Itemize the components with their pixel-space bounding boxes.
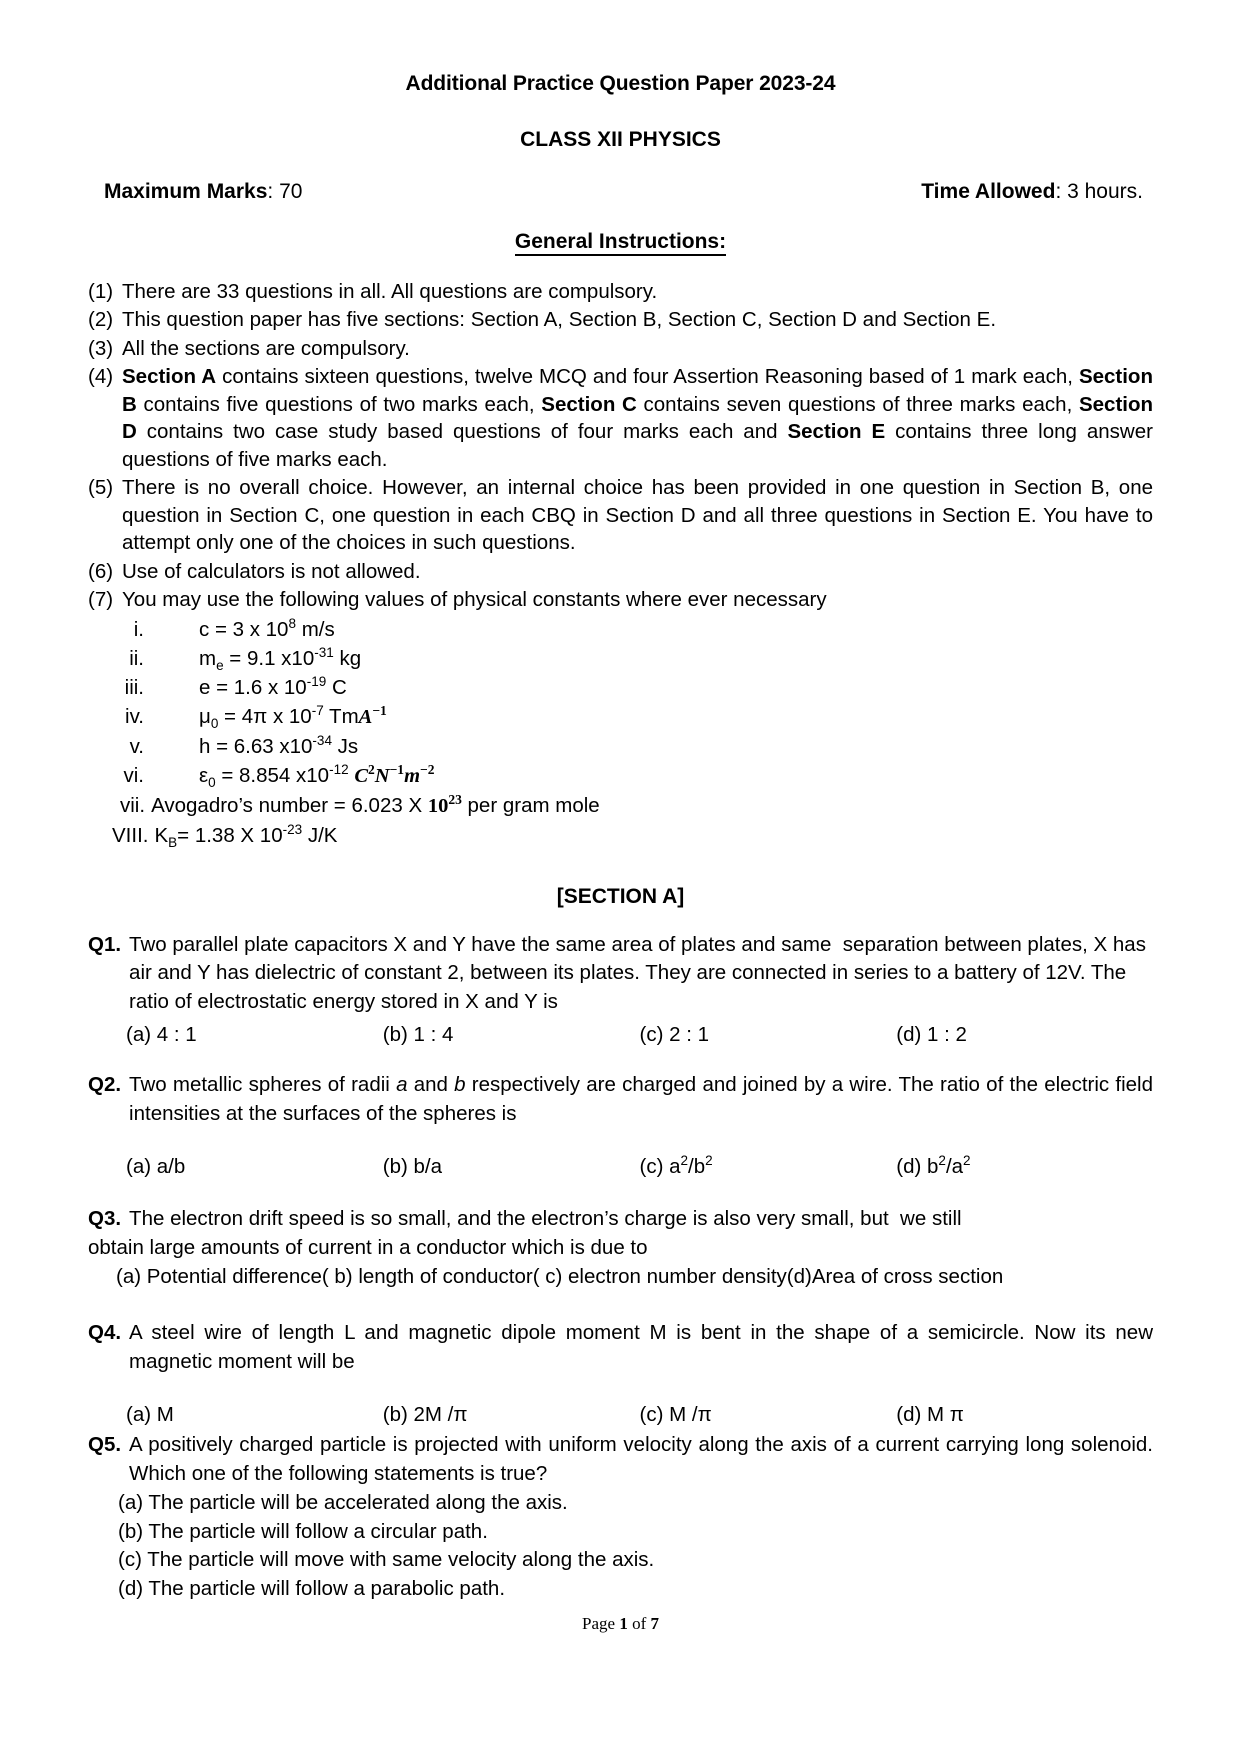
question-block: [88, 1431, 1153, 1603]
option-a[interactable]: (a) 4 : 1: [126, 1022, 197, 1046]
question-text: The electron drift speed is so small, and the electron’s charge is also very small, but we still: [129, 1207, 962, 1231]
constant-number: iv.: [125, 704, 144, 728]
question-block: [88, 1071, 1153, 1181]
question-block: [88, 1205, 1153, 1291]
footer-middle: of: [627, 1613, 651, 1633]
question-options: [88, 1021, 1153, 1050]
constant-value: h = 6.63 $x10^{-34}$ Js: [199, 733, 359, 759]
constant-number: VIII.: [112, 824, 149, 848]
instruction-text: You may use the following values of physical constants where ever necessary: [122, 588, 827, 612]
option-a[interactable]: (a) M: [126, 1402, 174, 1426]
instruction-item: [88, 474, 1153, 556]
constant-item: [88, 761, 1153, 791]
question-option-lines: [88, 1489, 1153, 1604]
option-b[interactable]: (b) The particle will follow a circular path.: [118, 1519, 488, 1543]
question-label: Q4.: [88, 1321, 122, 1345]
option-d[interactable]: (d) $b^2/a^2$: [896, 1152, 971, 1178]
constant-item: [88, 702, 1153, 732]
question-row: [88, 931, 1153, 1017]
constant-item: [88, 615, 1153, 644]
option-c[interactable]: (c) 2 : 1: [639, 1022, 709, 1046]
instruction-item: [88, 586, 1153, 613]
option-d[interactable]: (d) The particle will follow a parabolic path.: [118, 1576, 506, 1600]
footer-prefix: Page: [582, 1613, 620, 1633]
constant-number: vii.: [120, 794, 146, 818]
instruction-item: [88, 363, 1153, 473]
constant-value: c = 3 x $10^8$ m/s: [199, 615, 335, 641]
constant-item: [88, 821, 1153, 850]
page-title: Additional Practice Question Paper 2023-24: [405, 72, 836, 95]
option-b[interactable]: (b) b/a: [382, 1154, 442, 1178]
constant-value: $K_B= 1.38$ X $10^{-23}$ J/K: [154, 822, 338, 851]
question-text: Two metallic spheres of radii a and b respectively are charged and joined by a wire. The ratio of the electric field intensities at the surfaces of the spheres is: [129, 1073, 1153, 1125]
question-options: [88, 1153, 1153, 1182]
instruction-number: (3): [88, 336, 114, 360]
option-b[interactable]: (b) 1 : 4: [382, 1022, 454, 1046]
instruction-text: All the sections are compulsory.: [122, 336, 410, 360]
constant-value: $m_e = 9.1$ $x10^{-31}$ kg: [199, 644, 362, 673]
question-label: Q3.: [88, 1207, 122, 1231]
question-text-continued: obtain large amounts of current in a conductor which is due to: [88, 1236, 648, 1259]
constant-item: [88, 732, 1153, 761]
instructions-list: [88, 278, 1153, 614]
question-options-inline[interactable]: (a) Potential difference( b) length of conductor( c) electron number density(d)Area of cross section: [116, 1264, 1004, 1288]
question-label: Q1.: [88, 932, 122, 956]
instruction-number: (6): [88, 559, 114, 583]
option-d[interactable]: (d) M π: [896, 1402, 964, 1426]
instruction-item: [88, 306, 1153, 333]
question-row: [88, 1071, 1153, 1128]
question-text: A steel wire of length L and magnetic dipole moment M is bent in the shape of a semicircle. Now its new magnetic moment will be: [129, 1321, 1153, 1374]
question-label: Q5.: [88, 1433, 122, 1457]
question-row: [88, 1319, 1153, 1376]
question-text: Two parallel plate capacitors X and Y have the same area of plates and same separation between plates, X has air and Y has dielectric of constant 2, between its plates. They are connected in series to a battery of 12V. The ratio of electrostatic energy stored in X and Y is: [129, 932, 1146, 1013]
question-block: [88, 1319, 1153, 1429]
instruction-number: (7): [88, 588, 114, 612]
option-a[interactable]: (a) The particle will be accelerated along the axis.: [118, 1490, 568, 1514]
section-a-heading: [SECTION A]: [556, 884, 685, 908]
question-row: [88, 1205, 1153, 1234]
constants-list: [88, 615, 1153, 851]
instruction-text: Section A contains sixteen questions, twelve MCQ and four Assertion Reasoning based of 1 mark each, Section B contains five questions of two marks each, Section C contains seven questions of three marks each, Section D contains two case study based questions of four marks each and Section E contains three long answer questions of five marks each.: [122, 365, 1154, 471]
instruction-item: [88, 335, 1153, 362]
instruction-text: Use of calculators is not allowed.: [122, 559, 421, 583]
constant-value: Avogadro’s number = 6.023 X $10^{23}$ per gram mole: [151, 792, 600, 818]
constant-value: $\varepsilon_0 = 8.854$ $x10^{-12}$ $C^2N^{-1}m^{-2}$: [199, 762, 435, 791]
marks-time-row: [88, 180, 1153, 204]
question-block: [88, 931, 1153, 1050]
constant-number: i.: [133, 617, 144, 641]
constant-number: ii.: [129, 646, 144, 670]
constant-item: [88, 644, 1153, 673]
constant-number: iii.: [124, 675, 144, 699]
footer-total-pages: 7: [650, 1613, 659, 1633]
instruction-item: [88, 558, 1153, 585]
constant-item: [88, 791, 1153, 821]
instruction-text: There is no overall choice. However, an internal choice has been provided in one question in Section B, one question in Section C, one question in each CBQ in Section D and all three questions in Section E. You have to attempt only one of the choices in such questions.: [122, 476, 1153, 555]
option-d[interactable]: (d) 1 : 2: [896, 1022, 967, 1046]
question-text: A positively charged particle is projected with uniform velocity along the axis of a current carrying long solenoid. Which one of the following statements is true?: [129, 1433, 1153, 1486]
instruction-number: (5): [88, 476, 114, 500]
footer-page-number: 1: [619, 1613, 628, 1633]
page-footer: [88, 1614, 1153, 1634]
time-allowed-label: Time Allowed: [921, 180, 1056, 203]
option-c[interactable]: (c) M /π: [639, 1402, 712, 1426]
time-allowed: [921, 180, 1143, 204]
option-c[interactable]: (c) The particle will move with same velocity along the axis.: [118, 1548, 655, 1572]
constant-number: v.: [129, 735, 144, 759]
instruction-item: [88, 278, 1153, 305]
instruction-text: This question paper has five sections: Section A, Section B, Section C, Section D and Section E.: [122, 308, 997, 332]
question-label: Q2.: [88, 1073, 122, 1097]
constant-value: $\mu_0 = 4\pi$ x $10^{-7}$ TmA$^{-1}$: [199, 703, 387, 732]
instruction-number: (4): [88, 365, 114, 389]
general-instructions-heading: General Instructions:: [88, 230, 1153, 254]
time-allowed-value: : 3 hours.: [1055, 180, 1143, 203]
instruction-number: (1): [88, 280, 114, 303]
maximum-marks: [104, 180, 302, 204]
option-c[interactable]: (c) $a^2/b^2$: [639, 1152, 713, 1178]
maximum-marks-value: : 70: [267, 180, 303, 203]
constant-item: [88, 673, 1153, 702]
option-a[interactable]: (a) a/b: [126, 1154, 186, 1178]
question-options: [88, 1401, 1153, 1430]
instruction-number: (2): [88, 308, 114, 332]
maximum-marks-label: Maximum Marks: [104, 180, 268, 203]
question-row: [88, 1431, 1153, 1488]
constant-value: e = 1.6 x $10^{-19}$ C: [199, 674, 347, 699]
questions-area: [88, 931, 1153, 1604]
option-b[interactable]: (b) 2M /π: [382, 1402, 468, 1426]
constant-number: vi.: [123, 764, 144, 788]
instruction-text: There are 33 questions in all. All questions are compulsory.: [122, 280, 658, 303]
subject-title: CLASS XII PHYSICS: [520, 128, 721, 151]
